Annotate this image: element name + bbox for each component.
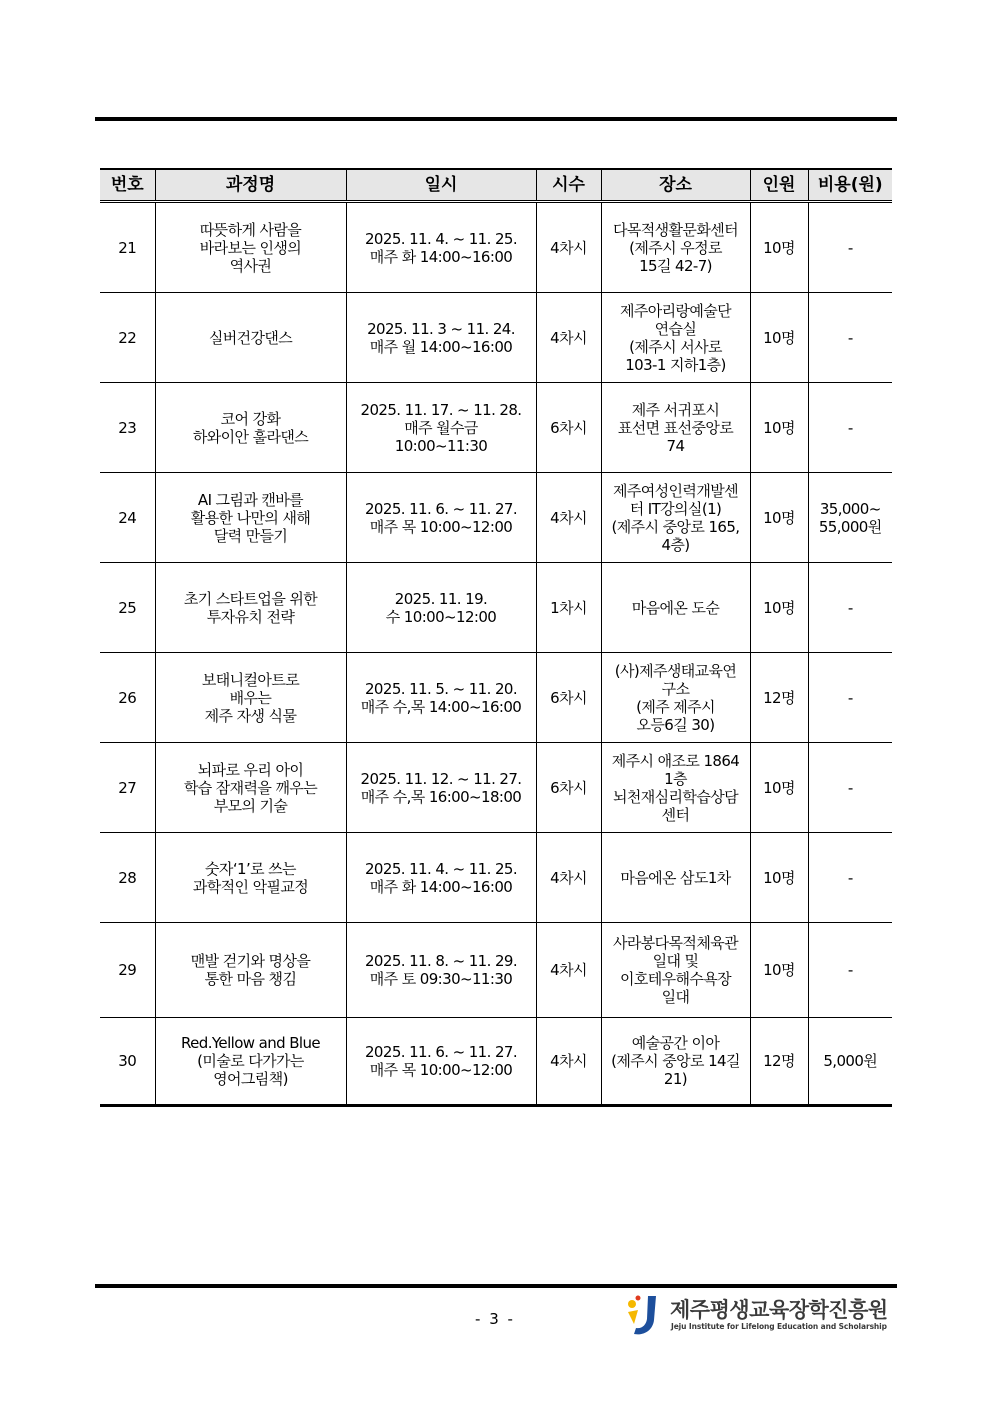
row-number: 26 (100, 653, 155, 743)
row-place: 마음에온 삼도1차 (601, 833, 750, 923)
row-course: 보태니컬아트로 배우는 제주 자생 식물 (155, 653, 346, 743)
row-course: 맨발 걷기와 명상을 통한 마음 챙김 (155, 923, 346, 1018)
row-cost: - (808, 653, 892, 743)
row-schedule: 2025. 11. 6. ~ 11. 27. 매주 목 10:00~12:00 (346, 1018, 536, 1106)
row-number: 21 (100, 202, 155, 293)
row-cost: - (808, 923, 892, 1018)
row-cost: 5,000원 (808, 1018, 892, 1106)
header-schedule: 일시 (346, 169, 536, 202)
row-cost: - (808, 383, 892, 473)
row-schedule: 2025. 11. 19. 수 10:00~12:00 (346, 563, 536, 653)
row-course: Red.Yellow and Blue (미술로 다가가는 영어그림책) (155, 1018, 346, 1106)
top-rule (95, 117, 897, 121)
row-people: 10명 (750, 923, 808, 1018)
table-row (100, 473, 892, 563)
table-header-row (100, 169, 892, 202)
row-number: 28 (100, 833, 155, 923)
table-row (100, 743, 892, 833)
row-hours: 6차시 (536, 653, 601, 743)
row-place: 제주시 애조로 1864 1층 뇌천재심리학습상담 센터 (601, 743, 750, 833)
row-hours: 1차시 (536, 563, 601, 653)
row-schedule: 2025. 11. 8. ~ 11. 29. 매주 토 09:30~11:30 (346, 923, 536, 1018)
jeju-logo-icon (624, 1294, 664, 1338)
row-place: 제주 서귀포시 표선면 표선중앙로 74 (601, 383, 750, 473)
row-hours: 4차시 (536, 833, 601, 923)
logo-blue-stroke (634, 1296, 656, 1334)
row-number: 25 (100, 563, 155, 653)
header-place: 장소 (601, 169, 750, 202)
row-people: 10명 (750, 563, 808, 653)
row-place: 사라봉다목적체육관 일대 및 이호테우해수욕장 일대 (601, 923, 750, 1018)
logo-yellow-stroke (628, 1310, 638, 1324)
row-cost: - (808, 833, 892, 923)
row-people: 12명 (750, 653, 808, 743)
organization-name: 제주평생교육장학진흥원 (670, 1298, 888, 1322)
row-people: 10명 (750, 743, 808, 833)
row-hours: 4차시 (536, 1018, 601, 1106)
row-number: 30 (100, 1018, 155, 1106)
table-row (100, 383, 892, 473)
organization-logo (624, 1292, 894, 1340)
row-people: 12명 (750, 1018, 808, 1106)
row-number: 23 (100, 383, 155, 473)
row-schedule: 2025. 11. 6. ~ 11. 27. 매주 목 10:00~12:00 (346, 473, 536, 563)
row-course: 초기 스타트업을 위한 투자유치 전략 (155, 563, 346, 653)
header-number: 번호 (100, 169, 155, 202)
row-people: 10명 (750, 833, 808, 923)
row-number: 27 (100, 743, 155, 833)
row-course: 코어 강화 하와이안 훌라댄스 (155, 383, 346, 473)
row-schedule: 2025. 11. 3 ~ 11. 24. 매주 월 14:00~16:00 (346, 293, 536, 383)
row-cost: 35,000~ 55,000원 (808, 473, 892, 563)
table-row (100, 1018, 892, 1106)
row-hours: 6차시 (536, 743, 601, 833)
table-row (100, 653, 892, 743)
row-course: 실버건강댄스 (155, 293, 346, 383)
row-people: 10명 (750, 202, 808, 293)
bottom-rule (95, 1284, 897, 1288)
row-place: 제주아리랑예술단 연습실 (제주시 서사로 103-1 지하1층) (601, 293, 750, 383)
row-schedule: 2025. 11. 17. ~ 11. 28. 매주 월수금 10:00~11:30 (346, 383, 536, 473)
row-hours: 4차시 (536, 473, 601, 563)
row-place: 제주여성인력개발센 터 IT강의실(1) (제주시 중앙로 165, 4층) (601, 473, 750, 563)
row-schedule: 2025. 11. 12. ~ 11. 27. 매주 수,목 16:00~18:00 (346, 743, 536, 833)
header-cost: 비용(원) (808, 169, 892, 202)
row-schedule: 2025. 11. 5. ~ 11. 20. 매주 수,목 14:00~16:00 (346, 653, 536, 743)
header-people: 인원 (750, 169, 808, 202)
row-cost: - (808, 743, 892, 833)
row-number: 29 (100, 923, 155, 1018)
row-cost: - (808, 563, 892, 653)
organization-name-en: Jeju Institute for Lifelong Education and Scholarship (671, 1322, 887, 1331)
row-hours: 4차시 (536, 202, 601, 293)
page-number: - 3 - (475, 1310, 515, 1328)
row-course: 숫자‘1’로 쓰는 과학적인 악필교정 (155, 833, 346, 923)
table-row (100, 202, 892, 293)
logo-yellow-dot (628, 1300, 636, 1308)
row-place: 다목적생활문화센터 (제주시 우정로 15길 42-7) (601, 202, 750, 293)
row-people: 10명 (750, 473, 808, 563)
row-place: (사)제주생태교육연 구소 (제주 제주시 오등6길 30) (601, 653, 750, 743)
row-people: 10명 (750, 293, 808, 383)
row-number: 24 (100, 473, 155, 563)
row-people: 10명 (750, 383, 808, 473)
row-schedule: 2025. 11. 4. ~ 11. 25. 매주 화 14:00~16:00 (346, 833, 536, 923)
row-number: 22 (100, 293, 155, 383)
table-row (100, 293, 892, 383)
table-row (100, 563, 892, 653)
row-place: 마음에온 도순 (601, 563, 750, 653)
header-course-name: 과정명 (155, 169, 346, 202)
row-course: 따뜻하게 사람을 바라보는 인생의 역사권 (155, 202, 346, 293)
row-course: 뇌파로 우리 아이 학습 잠재력을 깨우는 부모의 기술 (155, 743, 346, 833)
row-schedule: 2025. 11. 4. ~ 11. 25. 매주 화 14:00~16:00 (346, 202, 536, 293)
table-row (100, 833, 892, 923)
row-hours: 4차시 (536, 293, 601, 383)
row-cost: - (808, 293, 892, 383)
row-hours: 4차시 (536, 923, 601, 1018)
logo-red-dot (636, 1296, 641, 1301)
row-hours: 6차시 (536, 383, 601, 473)
row-course: AI 그림과 캔바를 활용한 나만의 새해 달력 만들기 (155, 473, 346, 563)
row-place: 예술공간 이아 (제주시 중앙로 14길 21) (601, 1018, 750, 1106)
table-row (100, 923, 892, 1018)
header-hours: 시수 (536, 169, 601, 202)
course-schedule-table (100, 168, 892, 1107)
row-cost: - (808, 202, 892, 293)
